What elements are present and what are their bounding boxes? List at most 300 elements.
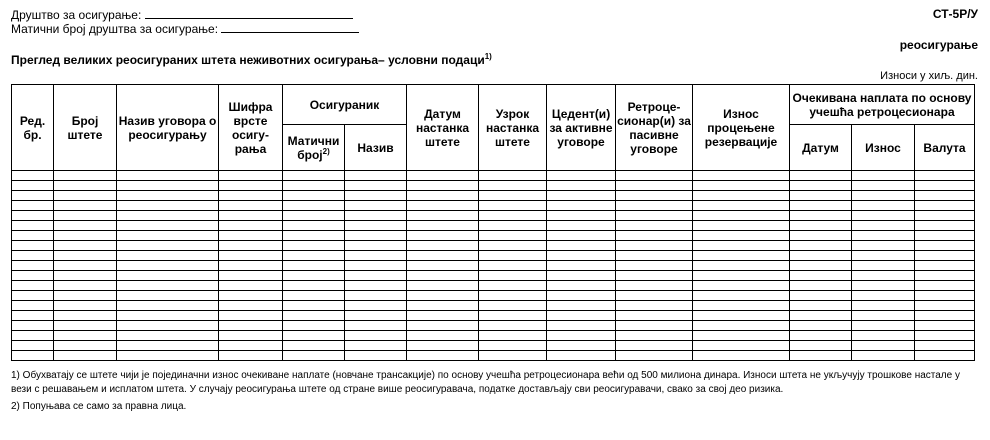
table-cell[interactable]	[219, 191, 283, 201]
table-cell[interactable]	[547, 201, 616, 211]
table-cell[interactable]	[117, 321, 219, 331]
table-cell[interactable]	[547, 191, 616, 201]
table-cell[interactable]	[616, 171, 693, 181]
table-row	[12, 281, 975, 291]
table-cell[interactable]	[283, 331, 345, 341]
table-cell[interactable]	[790, 201, 852, 211]
table-cell[interactable]	[54, 221, 117, 231]
table-cell[interactable]	[693, 251, 790, 261]
col-expected: Очекивана наплата по основу учешћа ретроцесионара	[790, 85, 975, 125]
table-cell[interactable]	[117, 211, 219, 221]
table-row	[12, 301, 975, 311]
table-cell[interactable]	[479, 271, 547, 281]
table-row	[12, 321, 975, 331]
table-cell[interactable]	[790, 271, 852, 281]
table-cell[interactable]	[479, 311, 547, 321]
table-cell[interactable]	[219, 311, 283, 321]
table-cell[interactable]	[345, 271, 407, 281]
table-cell[interactable]	[693, 321, 790, 331]
col-insured-name: Назив	[345, 125, 407, 171]
table-cell[interactable]	[407, 201, 479, 211]
table-cell[interactable]	[790, 311, 852, 321]
table-cell[interactable]	[479, 251, 547, 261]
table-cell[interactable]	[852, 191, 915, 201]
footnote-1: 1) Обухватају се штете чији је појединачни износ очекиване наплате (новчане трансакције) по основу учешћа ретроцесионара већи од 500 милиона динара. Износи штета не укључују трошкове настале у вези с решавањем и исплатом штета. У случају реосигурања штете од стране више реосигуравача, податке достављају сви реосигуравачи, свако за свој део ризика.	[11, 370, 960, 395]
table-cell[interactable]	[54, 251, 117, 261]
table-cell[interactable]	[283, 231, 345, 241]
table-cell[interactable]	[407, 181, 479, 191]
table-cell[interactable]	[479, 171, 547, 181]
table-cell[interactable]	[283, 291, 345, 301]
table-cell[interactable]	[915, 341, 975, 351]
table-cell[interactable]	[117, 301, 219, 311]
table-cell[interactable]	[12, 221, 54, 231]
table-cell[interactable]	[283, 171, 345, 181]
table-cell[interactable]	[790, 261, 852, 271]
table-cell[interactable]	[479, 191, 547, 201]
table-cell[interactable]	[790, 331, 852, 341]
table-cell[interactable]	[616, 201, 693, 211]
table-cell[interactable]	[283, 261, 345, 271]
table-row	[12, 241, 975, 251]
table-cell[interactable]	[547, 301, 616, 311]
table-cell[interactable]	[12, 171, 54, 181]
table-cell[interactable]	[407, 251, 479, 261]
table-cell[interactable]	[54, 211, 117, 221]
company-field[interactable]	[145, 7, 353, 19]
table-cell[interactable]	[915, 181, 975, 191]
table-cell[interactable]	[616, 261, 693, 271]
table-cell[interactable]	[693, 331, 790, 341]
table-cell[interactable]	[219, 271, 283, 281]
table-cell[interactable]	[54, 281, 117, 291]
table-cell[interactable]	[915, 201, 975, 211]
table-cell[interactable]	[693, 341, 790, 351]
table-cell[interactable]	[345, 341, 407, 351]
table-cell[interactable]	[283, 321, 345, 331]
table-cell[interactable]	[117, 171, 219, 181]
table-cell[interactable]	[117, 341, 219, 351]
table-cell[interactable]	[915, 171, 975, 181]
table-cell[interactable]	[790, 251, 852, 261]
company-label: Друштво за осигурање:	[11, 8, 142, 22]
table-cell[interactable]	[915, 271, 975, 281]
table-cell[interactable]	[547, 221, 616, 231]
table-cell[interactable]	[54, 271, 117, 281]
table-cell[interactable]	[616, 281, 693, 291]
table-cell[interactable]	[54, 231, 117, 241]
table-cell[interactable]	[790, 171, 852, 181]
table-cell[interactable]	[345, 351, 407, 361]
table-cell[interactable]	[693, 211, 790, 221]
table-cell[interactable]	[219, 321, 283, 331]
table-cell[interactable]	[117, 351, 219, 361]
table-cell[interactable]	[283, 221, 345, 231]
table-row	[12, 201, 975, 211]
table-cell[interactable]	[345, 291, 407, 301]
table-cell[interactable]	[479, 331, 547, 341]
table-cell[interactable]	[117, 231, 219, 241]
table-cell[interactable]	[852, 201, 915, 211]
table-cell[interactable]	[407, 261, 479, 271]
table-cell[interactable]	[345, 331, 407, 341]
table-cell[interactable]	[616, 311, 693, 321]
table-cell[interactable]	[479, 181, 547, 191]
table-cell[interactable]	[547, 231, 616, 241]
table-cell[interactable]	[407, 351, 479, 361]
table-cell[interactable]	[54, 191, 117, 201]
table-cell[interactable]	[54, 201, 117, 211]
table-cell[interactable]	[407, 281, 479, 291]
table-cell[interactable]	[915, 351, 975, 361]
table-cell[interactable]	[616, 181, 693, 191]
table-cell[interactable]	[790, 301, 852, 311]
title-footnote-ref: 1)	[484, 52, 492, 61]
table-cell[interactable]	[479, 261, 547, 271]
table-cell[interactable]	[479, 321, 547, 331]
col-row-no: Ред. бр.	[12, 85, 54, 171]
table-cell[interactable]	[12, 351, 54, 361]
table-cell[interactable]	[283, 211, 345, 221]
table-cell[interactable]	[12, 301, 54, 311]
table-cell[interactable]	[345, 241, 407, 251]
table-cell[interactable]	[54, 301, 117, 311]
table-cell[interactable]	[54, 351, 117, 361]
table-cell[interactable]	[54, 261, 117, 271]
table-cell[interactable]	[12, 311, 54, 321]
table-cell[interactable]	[693, 311, 790, 321]
table-cell[interactable]	[693, 171, 790, 181]
table-cell[interactable]	[547, 261, 616, 271]
table-cell[interactable]	[283, 311, 345, 321]
table-cell[interactable]	[547, 311, 616, 321]
table-cell[interactable]	[547, 241, 616, 251]
table-cell[interactable]	[693, 241, 790, 251]
table-cell[interactable]	[693, 281, 790, 291]
table-cell[interactable]	[915, 301, 975, 311]
table-row	[12, 181, 975, 191]
col-insured-reg: Матични број$^{2)}$	[283, 125, 345, 171]
table-cell[interactable]	[12, 321, 54, 331]
table-cell[interactable]	[915, 261, 975, 271]
table-cell[interactable]	[117, 271, 219, 281]
col-exp-date: Датум	[790, 125, 852, 171]
table-cell[interactable]	[283, 241, 345, 251]
table-cell[interactable]	[117, 281, 219, 291]
table-cell[interactable]	[12, 291, 54, 301]
table-cell[interactable]	[693, 181, 790, 191]
company-line	[11, 7, 353, 22]
table-cell[interactable]	[219, 171, 283, 181]
table-cell[interactable]	[219, 241, 283, 251]
table-cell[interactable]	[852, 311, 915, 321]
table-cell[interactable]	[283, 281, 345, 291]
table-cell[interactable]	[852, 281, 915, 291]
table-cell[interactable]	[407, 301, 479, 311]
table-cell[interactable]	[219, 261, 283, 271]
table-cell[interactable]	[616, 221, 693, 231]
table-cell[interactable]	[219, 291, 283, 301]
table-cell[interactable]	[479, 231, 547, 241]
table-cell[interactable]	[915, 251, 975, 261]
table-cell[interactable]	[693, 291, 790, 301]
table-row	[12, 171, 975, 181]
table-cell[interactable]	[345, 181, 407, 191]
table-row	[12, 351, 975, 361]
table-cell[interactable]	[790, 181, 852, 191]
table-cell[interactable]	[547, 291, 616, 301]
table-cell[interactable]	[283, 351, 345, 361]
table-cell[interactable]	[345, 261, 407, 271]
table-cell[interactable]	[219, 281, 283, 291]
table-cell[interactable]	[117, 261, 219, 271]
table-cell[interactable]	[407, 191, 479, 201]
table-cell[interactable]	[117, 331, 219, 341]
table-cell[interactable]	[479, 241, 547, 251]
table-cell[interactable]	[616, 291, 693, 301]
table-cell[interactable]	[345, 211, 407, 221]
table-cell[interactable]	[12, 191, 54, 201]
table-cell[interactable]	[915, 321, 975, 331]
table-cell[interactable]	[547, 341, 616, 351]
table-cell[interactable]	[117, 241, 219, 251]
table-cell[interactable]	[345, 191, 407, 201]
table-cell[interactable]	[852, 291, 915, 301]
table-cell[interactable]	[852, 261, 915, 271]
table-cell[interactable]	[12, 261, 54, 271]
table-cell[interactable]	[219, 231, 283, 241]
table-cell[interactable]	[915, 231, 975, 241]
table-cell[interactable]	[407, 211, 479, 221]
table-cell[interactable]	[345, 281, 407, 291]
table-cell[interactable]	[345, 301, 407, 311]
table-cell[interactable]	[407, 271, 479, 281]
table-cell[interactable]	[54, 331, 117, 341]
table-cell[interactable]	[219, 181, 283, 191]
table-cell[interactable]	[54, 311, 117, 321]
table-cell[interactable]	[407, 311, 479, 321]
table-cell[interactable]	[219, 211, 283, 221]
table-cell[interactable]	[616, 231, 693, 241]
table-cell[interactable]	[479, 201, 547, 211]
table-cell[interactable]	[345, 221, 407, 231]
table-cell[interactable]	[12, 181, 54, 191]
table-cell[interactable]	[693, 301, 790, 311]
col-reserve: Износ процењене резервације	[693, 85, 790, 171]
table-cell[interactable]	[616, 271, 693, 281]
table-cell[interactable]	[790, 241, 852, 251]
table-cell[interactable]	[54, 321, 117, 331]
col-insured: Осигураник	[283, 85, 407, 125]
table-cell[interactable]	[547, 271, 616, 281]
table-cell[interactable]	[117, 311, 219, 321]
table-cell[interactable]	[54, 171, 117, 181]
table-cell[interactable]	[283, 271, 345, 281]
table-cell[interactable]	[852, 171, 915, 181]
table-cell[interactable]	[852, 321, 915, 331]
table-cell[interactable]	[12, 341, 54, 351]
table-cell[interactable]	[616, 321, 693, 331]
table-cell[interactable]	[790, 321, 852, 331]
table-cell[interactable]	[407, 321, 479, 331]
table-cell[interactable]	[12, 231, 54, 241]
table-row	[12, 311, 975, 321]
form-code: СТ-5Р/У	[932, 7, 978, 21]
table-row	[12, 191, 975, 201]
table-cell[interactable]	[345, 251, 407, 261]
table-cell[interactable]	[915, 241, 975, 251]
table-cell[interactable]	[117, 221, 219, 231]
table-cell[interactable]	[915, 331, 975, 341]
table-cell[interactable]	[547, 251, 616, 261]
table-cell[interactable]	[283, 341, 345, 351]
table-cell[interactable]	[54, 341, 117, 351]
table-cell[interactable]	[54, 291, 117, 301]
table-cell[interactable]	[12, 211, 54, 221]
reg-line	[11, 21, 359, 36]
table-cell[interactable]	[547, 351, 616, 361]
table-cell[interactable]	[219, 331, 283, 341]
table-cell[interactable]	[12, 331, 54, 341]
table-row	[12, 261, 975, 271]
table-cell[interactable]	[12, 241, 54, 251]
table-cell[interactable]	[479, 291, 547, 301]
table-cell[interactable]	[407, 241, 479, 251]
col-exp-amount: Износ	[852, 125, 915, 171]
table-cell[interactable]	[852, 231, 915, 241]
table-cell[interactable]	[345, 311, 407, 321]
table-cell[interactable]	[345, 231, 407, 241]
table-cell[interactable]	[345, 171, 407, 181]
table-cell[interactable]	[852, 211, 915, 221]
table-cell[interactable]	[479, 341, 547, 351]
table-cell[interactable]	[915, 281, 975, 291]
table-cell[interactable]	[407, 221, 479, 231]
table-cell[interactable]	[117, 201, 219, 211]
table-cell[interactable]	[407, 291, 479, 301]
table-cell[interactable]	[283, 251, 345, 261]
table-cell[interactable]	[547, 181, 616, 191]
table-cell[interactable]	[616, 241, 693, 251]
table-cell[interactable]	[479, 301, 547, 311]
table-cell[interactable]	[12, 271, 54, 281]
table-cell[interactable]	[117, 181, 219, 191]
table-cell[interactable]	[790, 211, 852, 221]
table-cell[interactable]	[479, 351, 547, 361]
table-cell[interactable]	[407, 171, 479, 181]
table-cell[interactable]	[693, 221, 790, 231]
table-cell[interactable]	[616, 301, 693, 311]
table-cell[interactable]	[790, 281, 852, 291]
table-cell[interactable]	[852, 181, 915, 191]
table-cell[interactable]	[616, 351, 693, 361]
table-cell[interactable]	[283, 301, 345, 311]
col-retrocessionaire: Ретроце-сионар(и) за пасивне уговоре	[616, 85, 693, 171]
col-claim-no: Број штете	[54, 85, 117, 171]
table-cell[interactable]	[54, 241, 117, 251]
table-cell[interactable]	[219, 341, 283, 351]
table-cell[interactable]	[12, 251, 54, 261]
table-cell[interactable]	[117, 291, 219, 301]
table-cell[interactable]	[547, 281, 616, 291]
table-cell[interactable]	[547, 211, 616, 221]
table-cell[interactable]	[12, 201, 54, 211]
table-cell[interactable]	[219, 221, 283, 231]
table-cell[interactable]	[219, 201, 283, 211]
section-label: реосигурање	[899, 38, 978, 52]
table-cell[interactable]	[547, 331, 616, 341]
table-cell[interactable]	[283, 201, 345, 211]
table-cell[interactable]	[915, 311, 975, 321]
table-cell[interactable]	[915, 291, 975, 301]
table-cell[interactable]	[693, 351, 790, 361]
table-cell[interactable]	[790, 191, 852, 201]
table-cell[interactable]	[479, 221, 547, 231]
table-cell[interactable]	[616, 341, 693, 351]
units-label: Износи у хиљ. дин.	[880, 70, 978, 82]
table-cell[interactable]	[283, 191, 345, 201]
table-cell[interactable]	[852, 301, 915, 311]
table-cell[interactable]	[407, 231, 479, 241]
table-cell[interactable]	[693, 201, 790, 211]
table-cell[interactable]	[407, 341, 479, 351]
table-cell[interactable]	[790, 341, 852, 351]
table-cell[interactable]	[693, 191, 790, 201]
table-cell[interactable]	[54, 181, 117, 191]
table-cell[interactable]	[790, 351, 852, 361]
table-cell[interactable]	[852, 351, 915, 361]
table-cell[interactable]	[915, 211, 975, 221]
table-cell[interactable]	[616, 191, 693, 201]
table-cell[interactable]	[852, 221, 915, 231]
table-cell[interactable]	[693, 231, 790, 241]
table-cell[interactable]	[616, 331, 693, 341]
table-cell[interactable]	[852, 271, 915, 281]
table-cell[interactable]	[547, 171, 616, 181]
table-cell[interactable]	[790, 291, 852, 301]
table-cell[interactable]	[693, 271, 790, 281]
table-cell[interactable]	[219, 251, 283, 261]
table-cell[interactable]	[790, 221, 852, 231]
table-cell[interactable]	[283, 181, 345, 191]
table-cell[interactable]	[790, 231, 852, 241]
table-cell[interactable]	[219, 351, 283, 361]
table-row	[12, 331, 975, 341]
table-cell[interactable]	[852, 241, 915, 251]
col-cedent: Цедент(и) за активне уговоре	[547, 85, 616, 171]
table-cell[interactable]	[852, 341, 915, 351]
reg-field[interactable]	[221, 21, 359, 33]
col-exp-currency: Валута	[915, 125, 975, 171]
table-cell[interactable]	[547, 321, 616, 331]
table-cell[interactable]	[479, 211, 547, 221]
table-cell[interactable]	[479, 281, 547, 291]
table-cell[interactable]	[117, 251, 219, 261]
table-cell[interactable]	[616, 211, 693, 221]
table-cell[interactable]	[616, 251, 693, 261]
table-cell[interactable]	[915, 191, 975, 201]
table-cell[interactable]	[12, 281, 54, 291]
table-cell[interactable]	[915, 221, 975, 231]
table-cell[interactable]	[219, 301, 283, 311]
table-cell[interactable]	[693, 261, 790, 271]
table-cell[interactable]	[345, 201, 407, 211]
table-cell[interactable]	[345, 321, 407, 331]
table-cell[interactable]	[407, 331, 479, 341]
table-cell[interactable]	[852, 331, 915, 341]
table-cell[interactable]	[117, 191, 219, 201]
table-cell[interactable]	[852, 251, 915, 261]
